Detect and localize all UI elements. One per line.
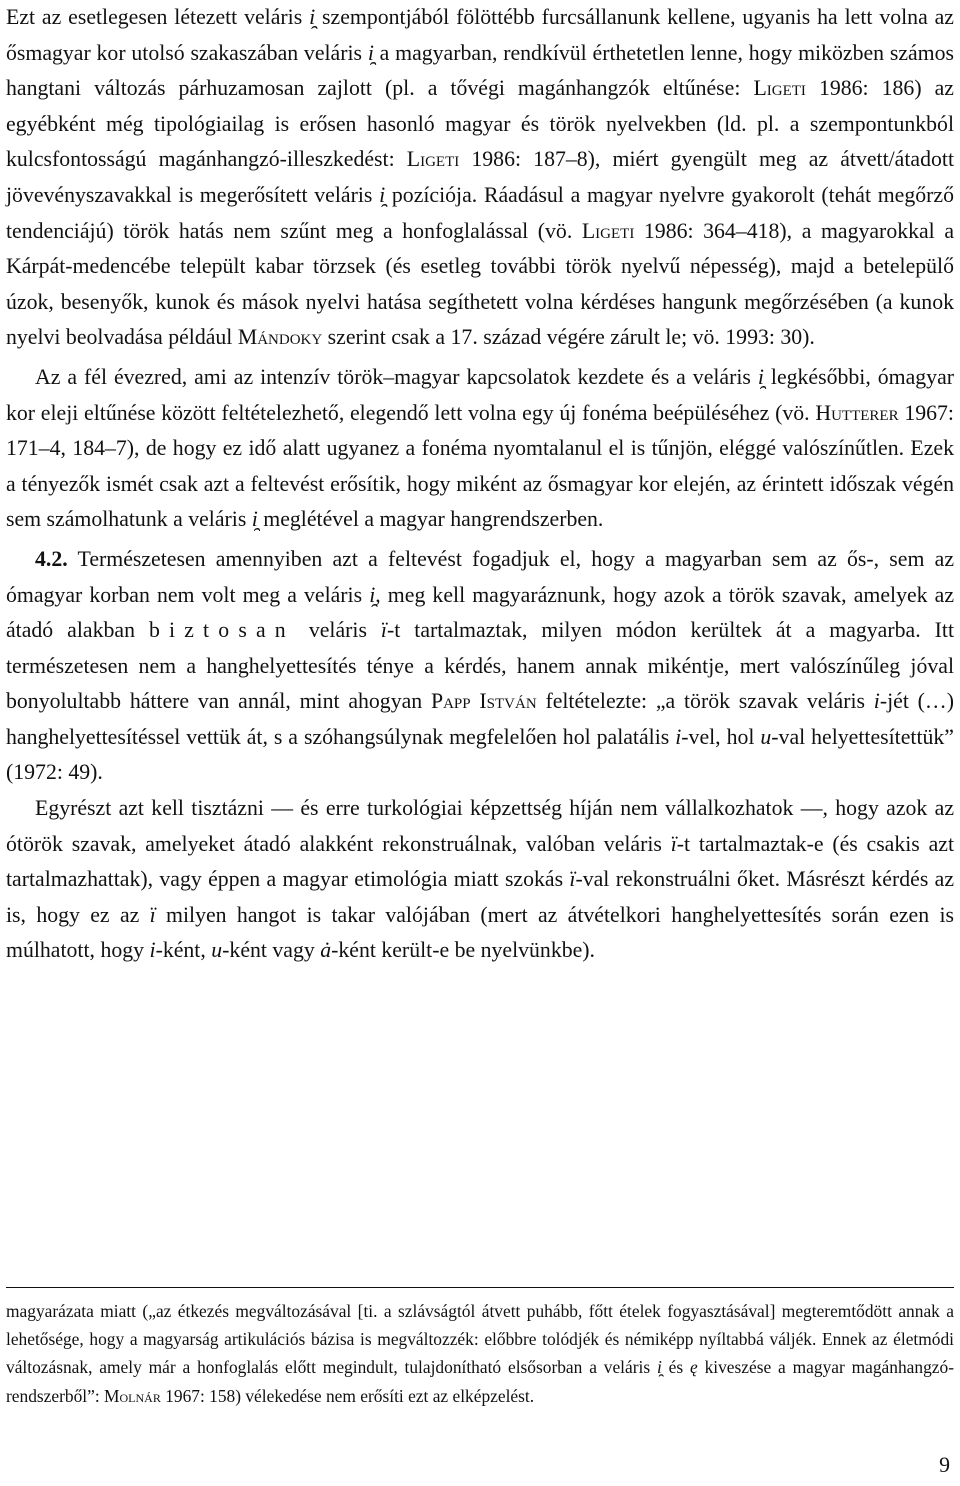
footnote-divider xyxy=(6,1287,954,1288)
paragraph-4: Egyrészt azt kell tisztázni — és erre turkológiai képzettség híján nem vállalkozhatok —, hogy azok az ótörök szavak, amelyeket átadó alakként rekonstruálnak, valóban veláris ï-t tartalmaztak-e (és csakis azt tartalmazhattak), vagy éppen a magyar etimológia miatt szokás ï-val rekonstruálni őket. Másrészt kérdés az is, hogy ez az ï milyen hangot is takar valójában (mert az átvételkori hanghelyettesítés során ezen is múlhatott, hogy i-ként, u-ként vagy ȧ-ként került-e be nyelvünkbe). xyxy=(6,796,954,963)
author-name: Ligeti xyxy=(406,147,460,172)
author-name: Ligeti xyxy=(581,218,635,243)
author-name: Molnár xyxy=(104,1385,161,1406)
main-text xyxy=(6,0,954,969)
page-number: 9 xyxy=(939,1453,950,1477)
footnote xyxy=(6,1297,954,1410)
author-name: Ligeti xyxy=(753,76,806,101)
spaced-emphasis: biztosan xyxy=(148,618,295,643)
author-name: Papp István xyxy=(430,689,537,714)
author-name: Mándoky xyxy=(237,325,323,350)
paragraph-1: Ezt az esetlegesen létezett veláris i̯ szempontjából fölöttébb furcsállanunk kellene, ugyanis ha lett volna az ősmagyar kor utolsó szakaszában veláris i̯ a magyarban, rendkívül érthetetlen lenne, hogy miközben számos hangtani változás párhuzamosan zajlott (pl. a tővégi magánhangzók eltűnése: Ligeti 1986: 186) az egyébként még tipológiailag is erősen hasonló magyar és török nyelvekben (ld. pl. a szempontunkból kulcsfontosságú magánhangzó-illeszkedést: Ligeti 1986: 187–8), miért gyengült meg az átvett/átadott jövevényszavakkal is megerősített veláris i̯ pozíciója. Ráadásul a magyar nyelvre gyakorolt (tehát megőrző tendenciájú) török hatás nem szűnt meg a honfoglalással (vö. Ligeti 1986: 364–418), a magyarokkal a Kárpát-medencébe települt kabar törzsek (és esetleg további török nyelvű népesség), majd a betelepülő úzok, besenyők, kunok és mások nyelvi hatása segíthetett volna kérdéses hangunk megőrzésében (a kunok nyelvi beolvadása például Mándoky szerint csak a 17. század végére zárult le; vö. 1993: 30). xyxy=(6,5,954,350)
paragraph-3: 4.2. Természetesen amennyiben azt a feltevést fogadjuk el, hogy a magyarban sem az ős-, sem az ómagyar korban nem volt meg a veláris i̯, meg kell magyaráznunk, hogy azok a török szavak, amelyek az átadó alakban biztosan veláris ï-t tartalmaztak, milyen módon kerültek át a magyarba. Itt természetesen nem a hanghelyettesítés ténye a kérdés, hanem annak mikéntje, mert valószínűleg jóval bonyolultabb háttere van annál, mint ahogyan Papp István feltételezte: „a török szavak veláris i-jét (…) hanghelyettesítéssel vettük át, s a szóhangsúlynak megfelelően hol palatális i-vel, hol u-val helyettesítettük” (1972: 49). xyxy=(6,546,954,785)
footnote-text: magyarázata miatt („az étkezés megváltozásával [ti. a szlávságtól átvett puhább, főtt ételek fogyasztásával] megteremtődött annak a lehetősége, hogy a magyarság artikulációs bázisa is megváltozzék: előbbre tolódjék és némiképp nyíltabbá váljék. Ennek az életmódi változásnak, amely már a honfoglalás előtt megindult, tulajdonítható elsősorban a veláris i̯ és ę kiveszése a magyar magánhangzó-rendszerből”: Molnár 1967: 158) vélekedése nem erősíti ezt az elképzelést. xyxy=(6,1301,954,1406)
section-number: 4.2. xyxy=(35,546,68,571)
paragraph-2: Az a fél évezred, ami az intenzív török–magyar kapcsolatok kezdete és a veláris i̯ legkésőbbi, ómagyar kor eleji eltűnése között feltételezhető, elegendő lett volna egy új fonéma beépüléséhez (vö. Hutterer 1967: 171–4, 184–7), de hogy ez idő alatt ugyanez a fonéma nyomtalanul el is tűnjön, eléggé valószínűtlen. Ezek a tényezők ismét csak azt a feltevést erősítik, hogy miként az ősmagyar kor elején, az érintett időszak végén sem számolhatunk a veláris i̯ meglétével a magyar hangrendszerben. xyxy=(6,364,954,532)
author-name: Hutterer xyxy=(815,400,899,425)
